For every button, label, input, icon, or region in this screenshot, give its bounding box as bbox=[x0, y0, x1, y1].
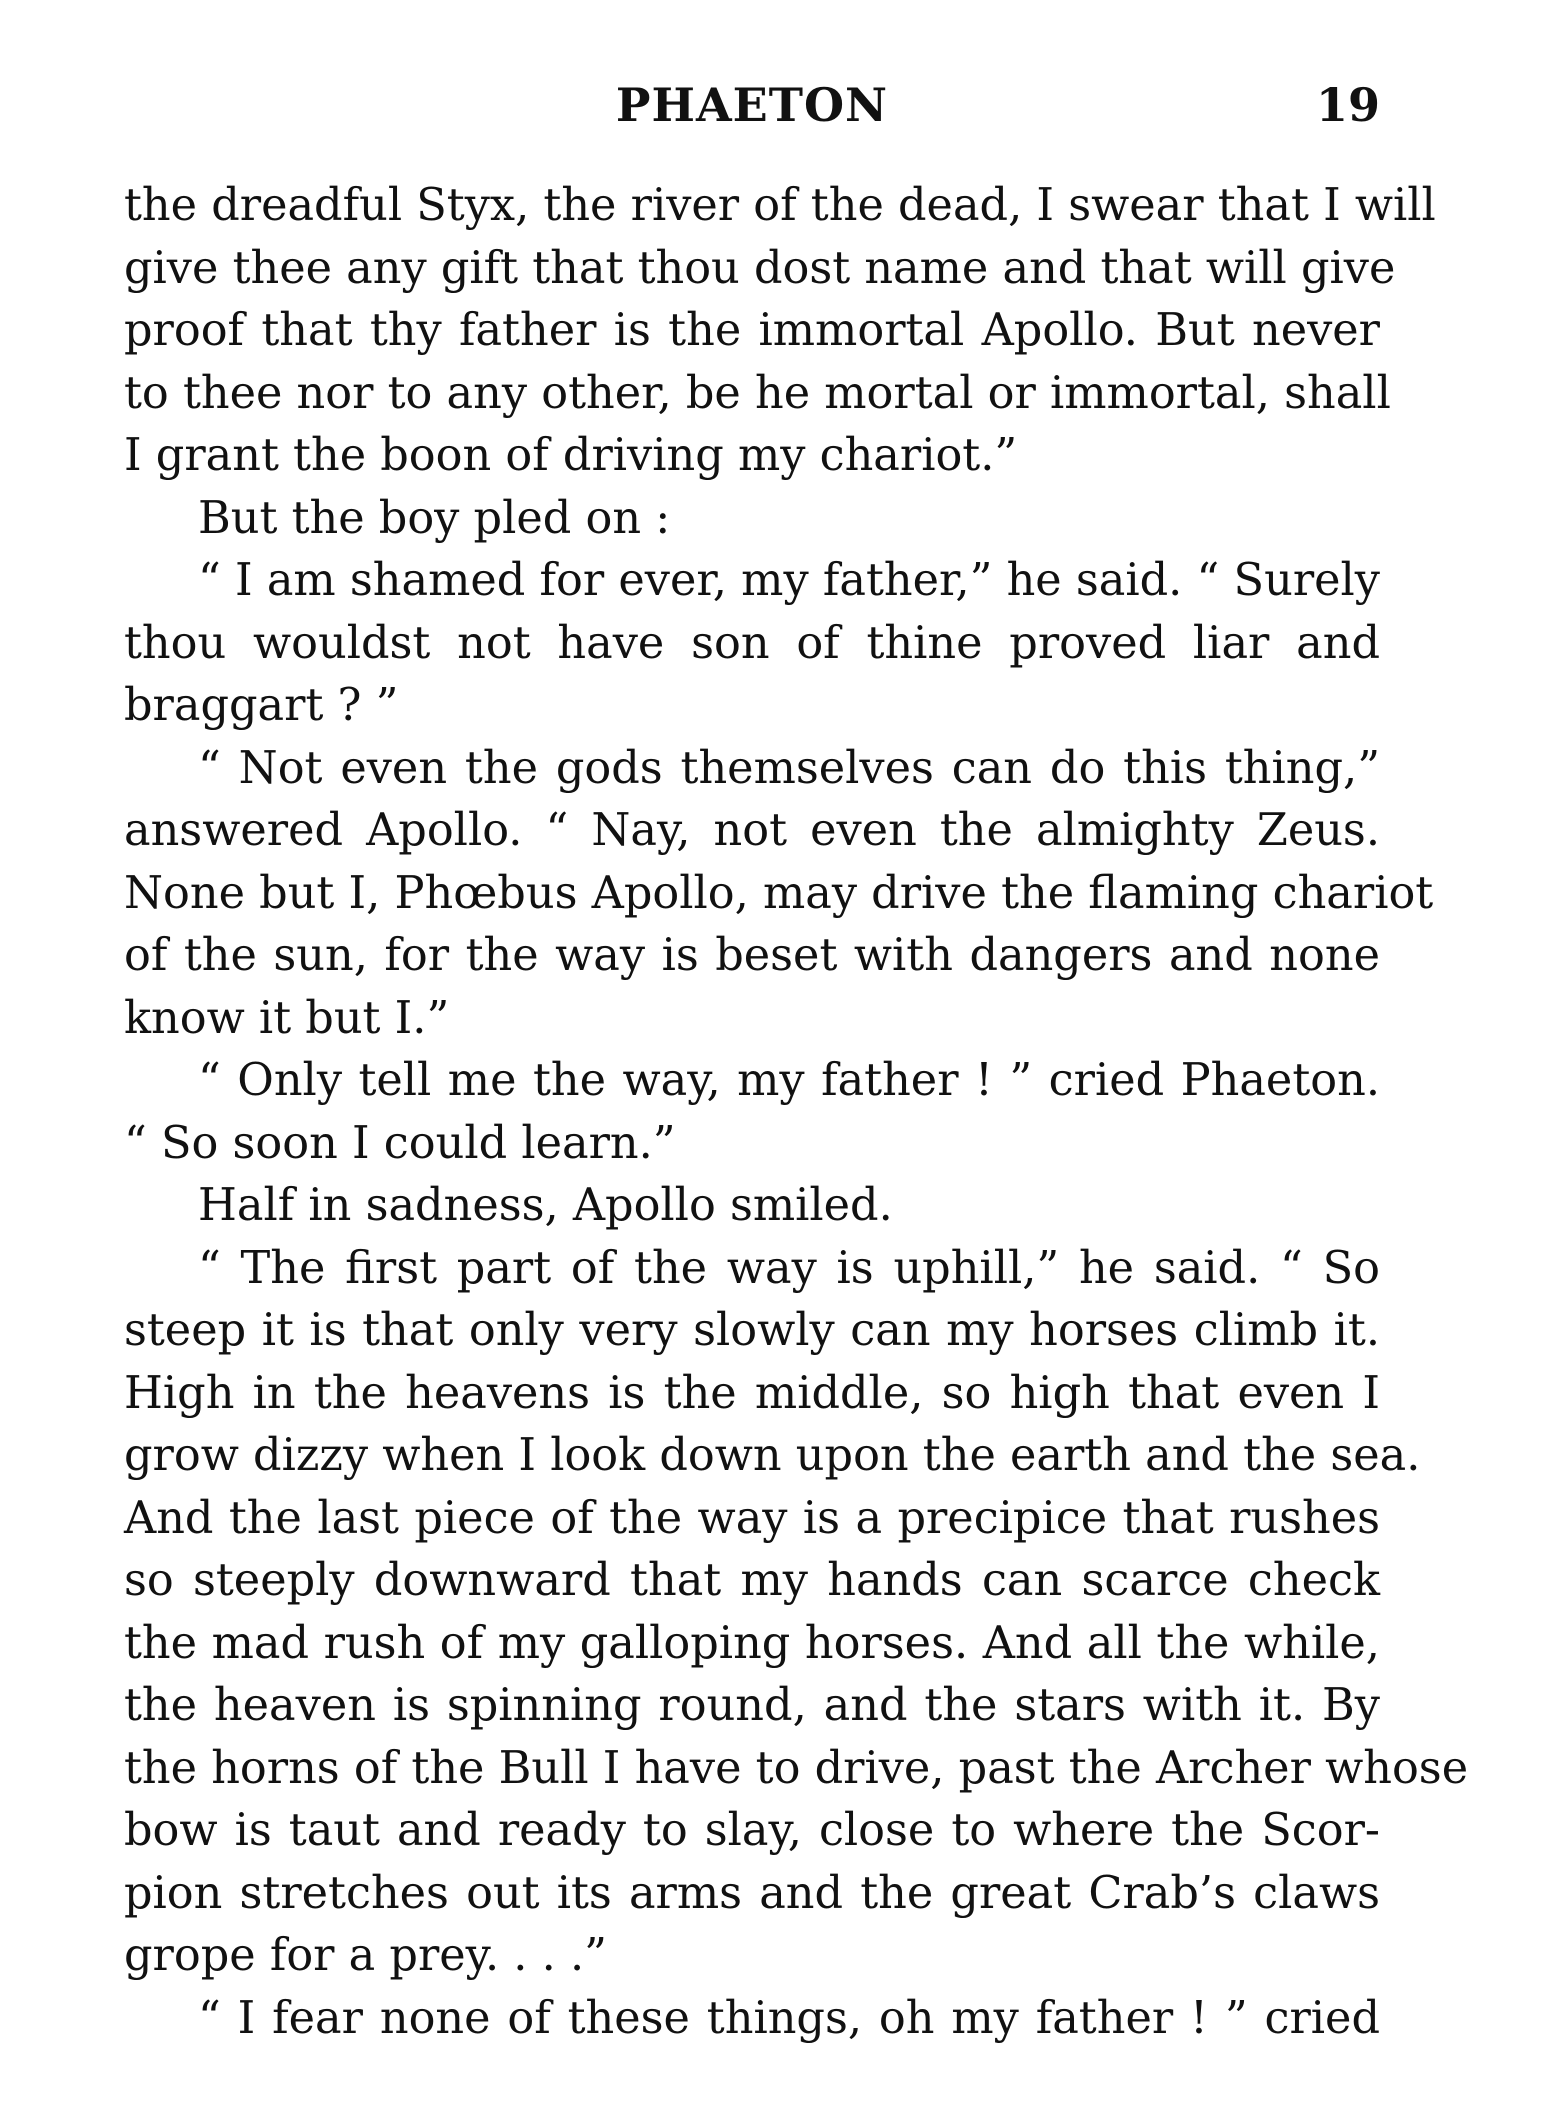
text-line: so steeply downward that my hands can scarce check bbox=[124, 1554, 1380, 1606]
text-line: to thee nor to any other, be he mortal or immortal, shall bbox=[124, 366, 1391, 419]
text-line: grow dizzy when I look down upon the earth and the sea. bbox=[124, 1429, 1421, 1481]
text-line: I grant the boon of driving my chariot.” bbox=[124, 429, 1018, 481]
text-line: “ So soon I could learn.” bbox=[124, 1116, 676, 1169]
text-line: thou wouldst not have son of thine proved liar and bbox=[124, 616, 1380, 669]
text-line: None but I, Phœbus Apollo, may drive the flaming chariot bbox=[124, 866, 1434, 919]
text-line: “ Only tell me the way, my father ! ” cried Phaeton. bbox=[198, 1054, 1380, 1106]
text-line: know it but I.” bbox=[124, 991, 450, 1044]
text-line: “ Not even the gods themselves can do this thing,” bbox=[198, 741, 1380, 794]
text-line: answered Apollo. “ Nay, not even the almighty Zeus. bbox=[124, 804, 1380, 856]
text-line: steep it is that only very slowly can my horses climb it. bbox=[124, 1304, 1380, 1356]
text-line: pion stretches out its arms and the great Crab’s claws bbox=[124, 1866, 1380, 1919]
text-line: “ The first part of the way is uphill,” he said. “ So bbox=[198, 1241, 1380, 1294]
text-line: “ I fear none of these things, oh my father ! ” cried bbox=[198, 1991, 1380, 2044]
page-number: 19 bbox=[1315, 78, 1380, 132]
text-line: proof that thy father is the immortal Apollo. But never bbox=[124, 304, 1380, 356]
text-line: the heaven is spinning round, and the stars with it. By bbox=[124, 1679, 1380, 1731]
body-text bbox=[124, 174, 1469, 2049]
text-line: the horns of the Bull I have to drive, past the Archer whose bbox=[124, 1741, 1469, 1794]
text-line: Half in sadness, Apollo smiled. bbox=[198, 1179, 893, 1231]
text-line: the mad rush of my galloping horses. And all the while, bbox=[124, 1616, 1380, 1669]
text-line: braggart ? ” bbox=[124, 679, 399, 731]
text-line: bow is taut and ready to slay, close to where the Scor- bbox=[124, 1804, 1380, 1856]
page-header bbox=[124, 78, 1380, 138]
text-line: grope for a prey. . . .” bbox=[124, 1929, 607, 1981]
text-line: But the boy pled on : bbox=[198, 491, 671, 544]
text-line: of the sun, for the way is beset with dangers and none bbox=[124, 929, 1380, 981]
text-line: “ I am shamed for ever, my father,” he said. “ Surely bbox=[198, 554, 1380, 606]
running-title: PHAETON bbox=[615, 78, 889, 132]
text-line: the dreadful Styx, the river of the dead, I swear that I will bbox=[124, 179, 1436, 231]
text-line: And the last piece of the way is a precipice that rushes bbox=[124, 1491, 1380, 1544]
text-line: give thee any gift that thou dost name and that will give bbox=[124, 241, 1396, 294]
text-line: High in the heavens is the middle, so high that even I bbox=[124, 1366, 1380, 1419]
